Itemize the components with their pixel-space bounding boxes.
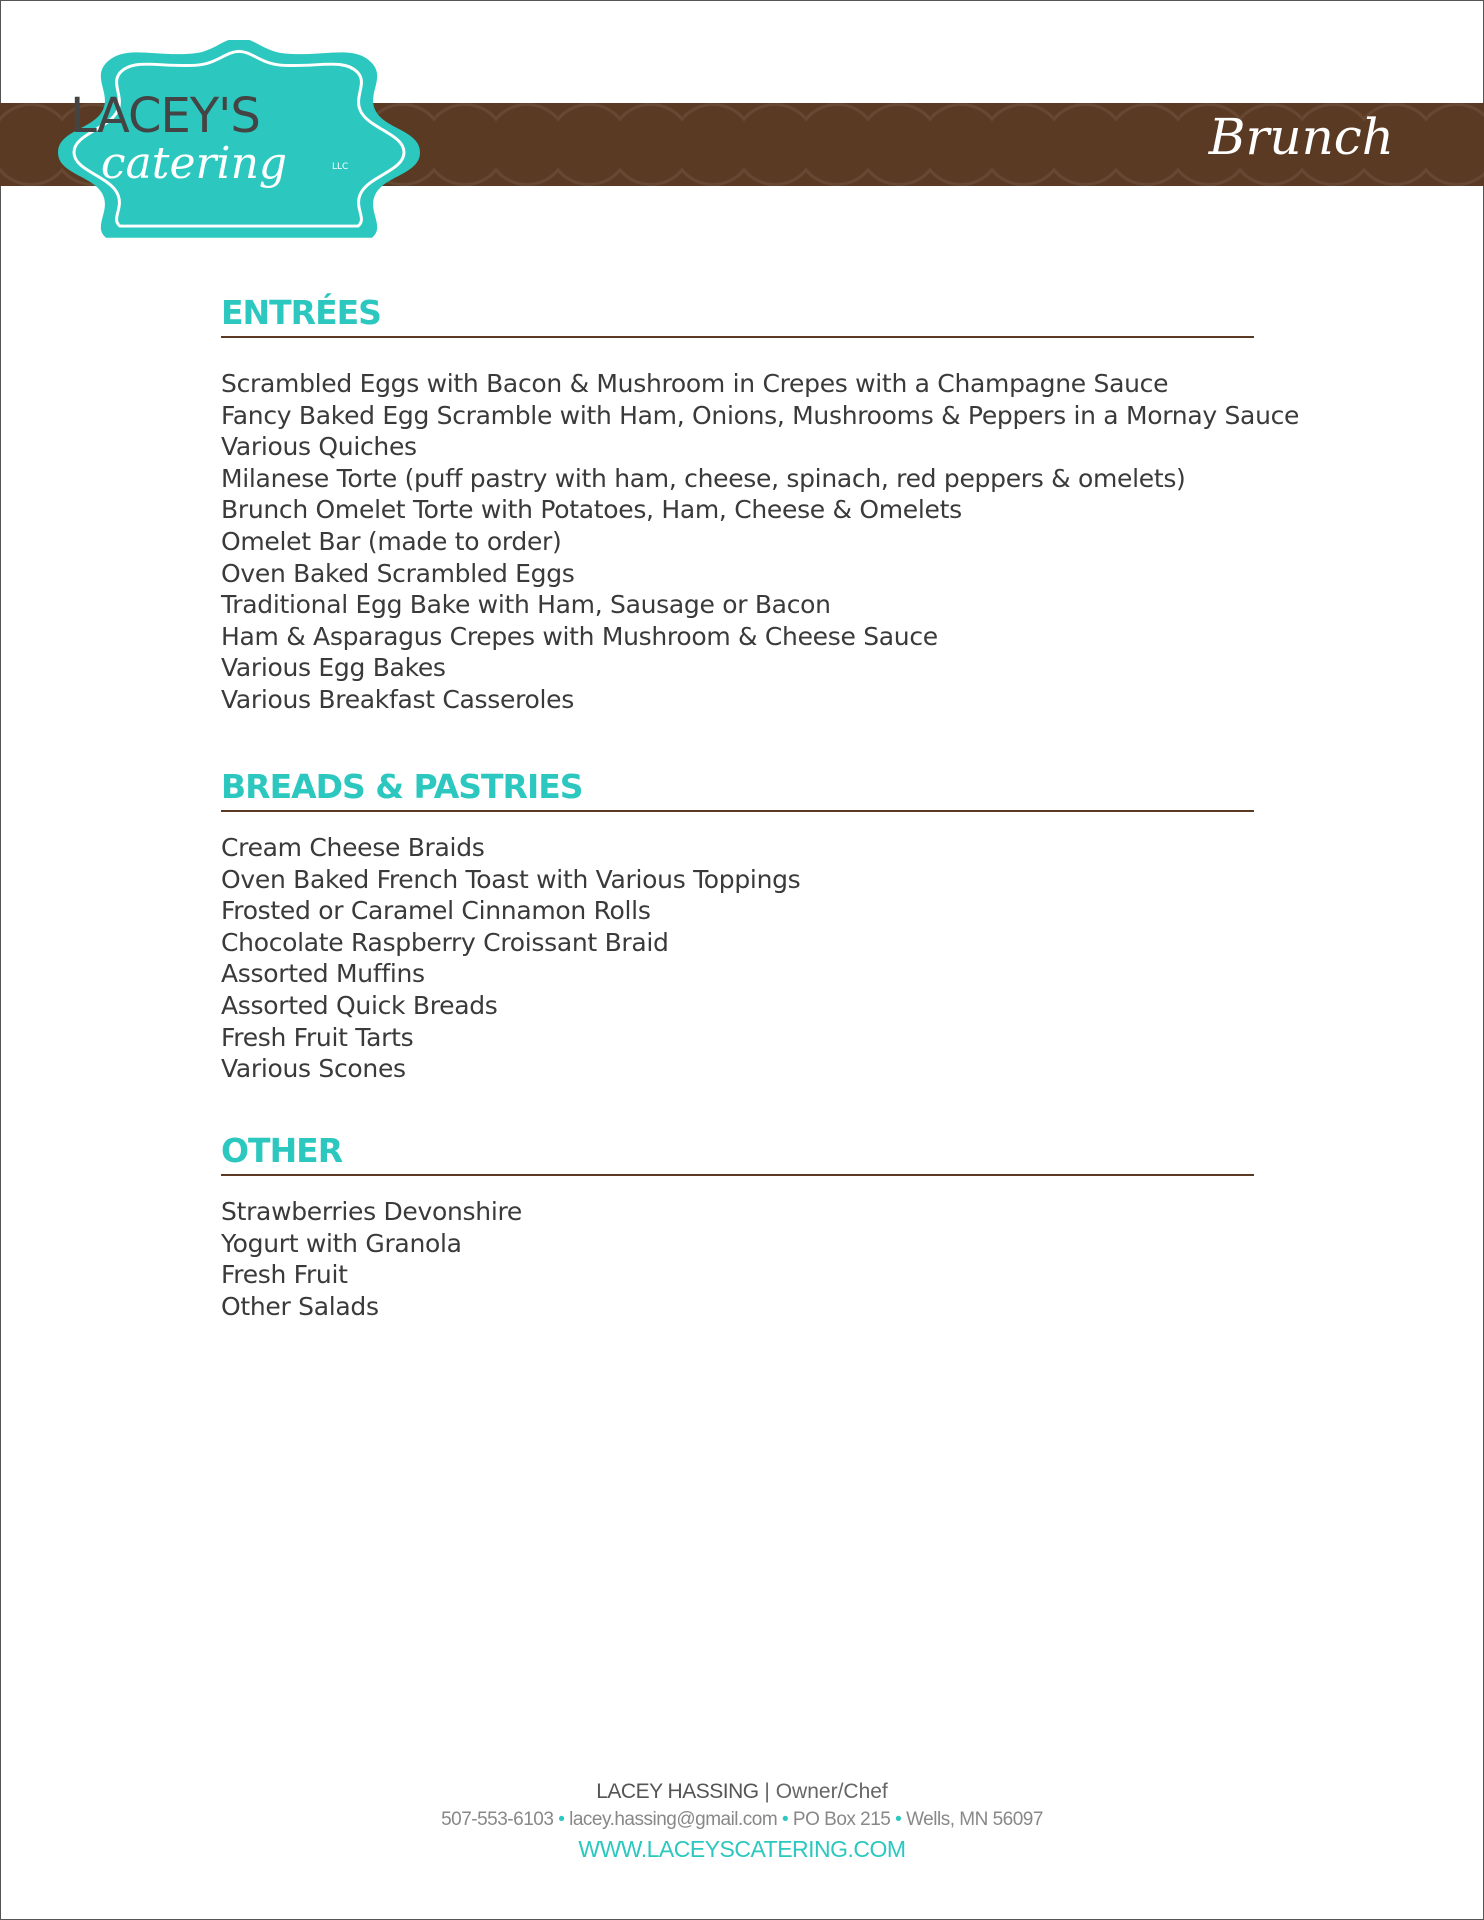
- item-list: [221, 368, 1300, 716]
- list-item: Brunch Omelet Torte with Potatoes, Ham, Cheese & Omelets: [221, 495, 962, 525]
- list-item: Scrambled Eggs with Bacon & Mushroom in Crepes with a Champagne Sauce: [221, 369, 1169, 398]
- item-list: [221, 832, 1254, 1085]
- footer-bullet: •: [895, 1809, 907, 1830]
- list-item: Various Breakfast Casseroles: [221, 684, 574, 714]
- list-item: Cream Cheese Braids: [221, 833, 485, 862]
- list-item: Milanese Torte (puff pastry with ham, cheese, spinach, red peppers & omelets): [221, 463, 1186, 493]
- footer-address: PO Box 215: [792, 1809, 891, 1830]
- footer-separator: |: [764, 1780, 776, 1803]
- list-item: Various Egg Bakes: [221, 653, 446, 683]
- footer-name: LACEY HASSING: [596, 1780, 759, 1803]
- section-title: OTHER: [221, 1131, 1254, 1176]
- footer-contact-line: [0, 1806, 1484, 1834]
- list-item: Omelet Bar (made to order): [221, 526, 562, 556]
- footer: [0, 1778, 1484, 1864]
- list-item: Other Salads: [221, 1291, 379, 1321]
- list-item: Assorted Quick Breads: [221, 990, 498, 1020]
- list-item: Various Scones: [221, 1054, 406, 1084]
- list-item: Fresh Fruit: [221, 1260, 348, 1290]
- section-title: ENTRÉES: [221, 293, 1254, 338]
- list-item: Oven Baked French Toast with Various Toppings: [221, 864, 801, 894]
- list-item: Oven Baked Scrambled Eggs: [221, 558, 575, 588]
- section-title: BREADS & PASTRIES: [221, 767, 1254, 812]
- logo-text-laceys: LACEY'S: [70, 88, 260, 144]
- list-item: Frosted or Caramel Cinnamon Rolls: [221, 896, 651, 926]
- footer-owner-line: [0, 1778, 1484, 1806]
- footer-email[interactable]: lacey.hassing@gmail.com: [569, 1809, 778, 1830]
- logo-text-llc: LLC: [332, 162, 349, 172]
- list-item: Assorted Muffins: [221, 959, 425, 989]
- item-list: [221, 1196, 1254, 1322]
- footer-phone[interactable]: 507-553-6103: [441, 1809, 554, 1830]
- list-item: Ham & Asparagus Crepes with Mushroom & Cheese Sauce: [221, 621, 938, 651]
- list-item: Fresh Fruit Tarts: [221, 1022, 414, 1052]
- footer-role: Owner/Chef: [775, 1780, 888, 1803]
- section-breads-pastries: [221, 767, 1254, 1085]
- list-item: Fancy Baked Egg Scramble with Ham, Onions, Mushrooms & Peppers in a Mornay Sauce: [221, 400, 1300, 430]
- logo: [54, 40, 424, 250]
- section-entrees: [221, 293, 1300, 716]
- list-item: Chocolate Raspberry Croissant Braid: [221, 927, 669, 957]
- list-item: Traditional Egg Bake with Ham, Sausage or Bacon: [221, 590, 831, 620]
- list-item: Strawberries Devonshire: [221, 1197, 522, 1226]
- page-title: Brunch: [1208, 108, 1394, 166]
- list-item: Yogurt with Granola: [221, 1228, 462, 1258]
- footer-bullet: •: [781, 1809, 793, 1830]
- footer-city: Wells, MN 56097: [906, 1809, 1043, 1830]
- section-other: [221, 1131, 1254, 1322]
- list-item: Various Quiches: [221, 432, 417, 462]
- logo-text-catering: catering: [100, 138, 288, 189]
- footer-bullet: •: [558, 1809, 570, 1830]
- footer-website-link[interactable]: WWW.LACEYSCATERING.COM: [578, 1836, 906, 1862]
